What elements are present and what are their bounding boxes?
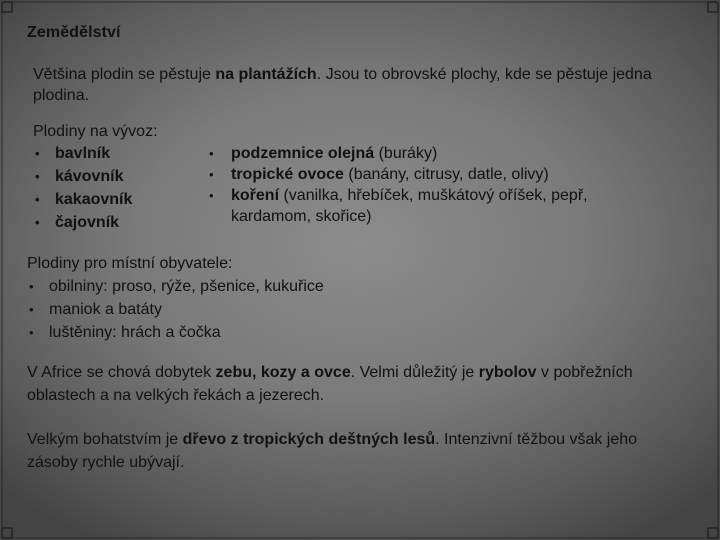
local-crops-heading: Plodiny pro místní obyvatele:	[27, 255, 233, 272]
export-crops-list	[33, 142, 203, 234]
local-crops-block	[27, 252, 667, 344]
intro-paragraph: Většina plodin se pěstuje na plantážích. Jsou to obrovské plochy, kde se pěstuje jedna plodina.	[33, 66, 652, 104]
export-crops-block	[33, 121, 203, 234]
export-crops-heading: Plodiny na vývoz:	[33, 123, 158, 140]
list-item: • luštěniny: hrách a čočka	[27, 321, 667, 344]
list-item: • podzemnice olejná (buráky)	[207, 143, 657, 164]
list-item: • koření (vanilka, hřebíček, muškátový oříšek, pepř, kardamom, skořice)	[207, 185, 657, 227]
list-item: • maniok a batáty	[27, 298, 667, 321]
local-crops-list	[27, 275, 667, 344]
list-item: • tropické ovoce (banány, citrusy, datle, olivy)	[207, 164, 657, 185]
export-crops-list-2	[207, 143, 657, 227]
livestock-paragraph: V Africe se chová dobytek zebu, kozy a ovce. Velmi důležitý je rybolov v pobřežních oblastech a na velkých řekách a jezerech.	[27, 364, 633, 404]
list-item: • čajovník	[33, 211, 203, 234]
list-item: • kávovník	[33, 165, 203, 188]
list-item: • obilniny: proso, rýže, pšenice, kukuřice	[27, 275, 667, 298]
list-item: • bavlník	[33, 142, 203, 165]
slide-title: Zemědělství	[27, 24, 121, 41]
wood-paragraph: Velkým bohatstvím je dřevo z tropických deštných lesů. Intenzivní těžbou však jeho zásoby rychle ubývají.	[27, 431, 638, 471]
list-item: • kakaovník	[33, 188, 203, 211]
